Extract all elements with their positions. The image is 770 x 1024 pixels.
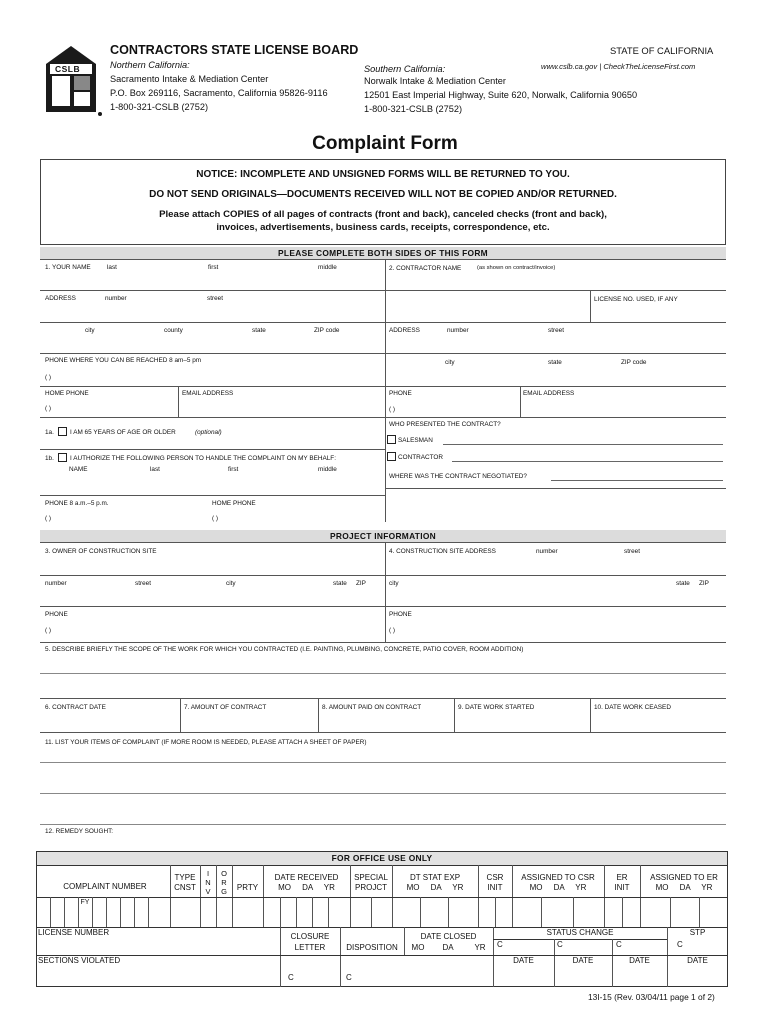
phone-reach-field[interactable] [44, 366, 382, 384]
rule [40, 449, 385, 450]
contract-date-label: 6. CONTRACT DATE [45, 704, 106, 711]
sub-label-number: number [105, 295, 127, 302]
cnst-header: CNST [174, 883, 196, 892]
rule [178, 386, 179, 417]
rule [106, 897, 107, 927]
rule [340, 927, 341, 987]
rule [40, 732, 726, 733]
rule [371, 897, 372, 927]
contractor-name-note: (as shown on contract/invoice) [477, 265, 556, 271]
north-line-3: 1-800-321-CSLB (2752) [110, 102, 209, 112]
salesman-label: SALESMAN [398, 437, 433, 444]
remedy-label: 12. REMEDY SOUGHT: [45, 828, 114, 835]
rule [40, 698, 726, 699]
rule [385, 290, 726, 291]
sub-label-first: first [208, 264, 219, 271]
rule [541, 897, 542, 927]
office-use-table [36, 851, 728, 987]
notice-line-2: DO NOT SEND ORIGINALS—DOCUMENTS RECEIVED WILL NOT BE COPIED AND/OR RETURNED. [149, 189, 617, 200]
phone-reach-label: PHONE WHERE YOU CAN BE REACHED 8 am–5 pm [45, 357, 202, 364]
disposition-c: C [346, 973, 352, 982]
contractor-address-label: ADDRESS [389, 327, 420, 334]
state-of-california: STATE OF CALIFORNIA [610, 45, 714, 56]
rule [590, 698, 591, 732]
contractor-sub-zip: ZIP code [621, 359, 647, 366]
site-sub-zip: ZIP [699, 580, 709, 587]
q1a-text: I AM 65 YEARS OF AGE OR OLDER [70, 429, 176, 436]
rule [40, 322, 385, 323]
letter-header: LETTER [294, 943, 326, 952]
rule [40, 417, 385, 418]
cslb-logo-icon [40, 42, 102, 118]
notice-box [40, 159, 726, 245]
rule [40, 642, 726, 643]
remedy-field[interactable] [130, 826, 724, 840]
notice-line-4: invoices, advertisements, business cards, receipts, correspondence, etc. [216, 222, 550, 233]
inv-header: I N V [205, 869, 211, 896]
authorized-name-field[interactable] [44, 474, 382, 493]
owner-phone-label: PHONE [45, 611, 68, 618]
q1a-optional: (optional) [195, 429, 222, 436]
status-c-1: C [497, 940, 503, 949]
dt-stat-exp-header: DT STAT EXP [409, 873, 461, 882]
csr-header: CSR [486, 873, 504, 882]
rule [385, 417, 726, 418]
rule [64, 897, 65, 927]
site-phone-label: PHONE [389, 611, 412, 618]
rule [699, 897, 700, 927]
assigned-csr-header: ASSIGNED TO CSR [521, 873, 595, 882]
notice-line-3: Please attach COPIES of all pages of contracts (front and back), canceled checks (front and back), [159, 209, 607, 220]
rule [385, 386, 726, 387]
sub-label-name: NAME [69, 466, 88, 473]
rule [40, 575, 726, 576]
date-received-mdy: MO DA YR [278, 883, 335, 892]
agency-name: CONTRACTORS STATE LICENSE BOARD [110, 43, 359, 57]
owner-field[interactable] [44, 556, 382, 573]
where-negotiated-label: WHERE WAS THE CONTRACT NEGOTIATED? [389, 473, 527, 480]
items-label: 11. LIST YOUR ITEMS OF COMPLAINT (IF MORE ROOM IS NEEDED, PLEASE ATTACH A SHEET OF PAPER) [45, 739, 367, 746]
date-closed-yr: YR [474, 943, 486, 952]
rule [385, 488, 726, 489]
rule [92, 897, 93, 927]
address-street-field[interactable] [44, 302, 382, 320]
q1b-text: I AUTHORIZE THE FOLLOWING PERSON TO HANDLE THE COMPLAINT ON MY BEHALF: [70, 455, 336, 462]
rule [232, 865, 233, 927]
amount-field[interactable] [183, 713, 316, 730]
email-label: EMAIL ADDRESS [182, 390, 234, 397]
status-c-3: C [616, 940, 622, 949]
who-presented-label: WHO PRESENTED THE CONTRACT? [389, 421, 501, 428]
site-sub-state: state [676, 580, 690, 587]
phone-8-5-paren: ( ) [45, 515, 52, 522]
section-bar-both-sides: PLEASE COMPLETE BOTH SIDES OF THIS FORM [40, 247, 726, 259]
website-link[interactable]: www.cslb.ca.gov | CheckTheLicenseFirst.com [541, 62, 696, 71]
rule [134, 897, 135, 927]
rule [448, 897, 449, 927]
salesman-line[interactable] [443, 444, 723, 445]
site-sub-city: city [389, 580, 399, 587]
owner-label: 3. OWNER OF CONSTRUCTION SITE [45, 548, 157, 555]
rule [590, 290, 591, 322]
contractor-city-field[interactable] [389, 366, 723, 384]
north-line-1: Sacramento Intake & Mediation Center [110, 74, 269, 84]
section-bar-office: FOR OFFICE USE ONLY [37, 852, 727, 865]
items-field[interactable] [44, 748, 724, 822]
site-address-label: 4. CONSTRUCTION SITE ADDRESS [389, 548, 496, 555]
stp-header: STP [689, 928, 706, 937]
your-name-label: 1. YOUR NAME [45, 264, 91, 271]
south-line-1: Norwalk Intake & Mediation Center [364, 76, 506, 86]
special-header: SPECIAL [354, 873, 388, 882]
rule [385, 353, 726, 354]
status-c-2: C [557, 940, 563, 949]
cslb-logo [40, 42, 102, 118]
rule [318, 698, 319, 732]
rule [40, 606, 726, 607]
home-phone-label: HOME PHONE [45, 390, 89, 397]
er-init-header: INIT [614, 883, 630, 892]
stp-date: DATE [687, 956, 708, 965]
owner-address-field[interactable] [44, 587, 382, 604]
rule [420, 897, 421, 927]
describe-field[interactable] [44, 656, 724, 696]
rule [40, 495, 385, 496]
sub-label-street: street [207, 295, 223, 302]
rule [40, 259, 726, 260]
sub-label-state: state [252, 327, 266, 334]
contractor-sub-number: number [447, 327, 469, 334]
your-name-field[interactable] [44, 270, 382, 288]
ceased-label: 10. DATE WORK CEASED [594, 704, 671, 711]
rule [573, 897, 574, 927]
contract-date-field[interactable] [44, 713, 178, 730]
age-65-checkbox[interactable] [58, 427, 67, 436]
projct-header: PROJCT [355, 883, 387, 892]
logo-text: CSLB [55, 64, 81, 74]
home-phone-field[interactable] [44, 398, 176, 415]
phone-paren: ( ) [45, 374, 52, 381]
site-address-field[interactable] [389, 556, 723, 573]
type-header: TYPE [174, 873, 196, 882]
rule [148, 897, 149, 927]
contractor-label: CONTRACTOR [398, 454, 443, 461]
contractor-phone-label: PHONE [389, 390, 412, 397]
site-phone-paren: ( ) [389, 627, 396, 634]
site-phone-field[interactable] [389, 619, 723, 640]
north-label: Northern California: [110, 60, 190, 70]
email-field[interactable] [181, 398, 382, 415]
salesman-checkbox[interactable] [387, 435, 396, 444]
contractor-name-label: 2. CONTRACTOR NAME [389, 265, 462, 272]
site-sub-street: street [624, 548, 640, 555]
rule [622, 897, 623, 927]
where-negotiated-line[interactable] [551, 480, 723, 481]
rule [296, 897, 297, 927]
q1a-prefix: 1a. [45, 429, 54, 436]
rule [40, 290, 385, 291]
license-number-label: LICENSE NUMBER [38, 928, 110, 937]
sub-label-first-2: first [228, 466, 239, 473]
contractor-name-field[interactable] [389, 272, 723, 288]
south-line-2: 12501 East Imperial Highway, Suite 620, Norwalk, California 90650 [364, 90, 638, 100]
er-header: ER [616, 873, 628, 882]
fy-header: FY [80, 899, 90, 906]
amount-label: 7. AMOUNT OF CONTRACT [184, 704, 267, 711]
contractor-phone-paren: ( ) [389, 406, 396, 413]
rule [180, 698, 181, 732]
ceased-field[interactable] [593, 713, 723, 730]
sub-label-middle-2: middle [318, 466, 337, 473]
contractor-sub-city: city [445, 359, 455, 366]
south-line-3: 1-800-321-CSLB (2752) [364, 104, 463, 114]
rule [495, 897, 496, 927]
rule [670, 897, 671, 927]
sub-label-last-2: last [150, 466, 160, 473]
paid-label: 8. AMOUNT PAID ON CONTRACT [322, 704, 422, 711]
owner-sub-state: state [333, 580, 347, 587]
owner-sub-zip: ZIP [356, 580, 366, 587]
sub-label-city: city [85, 327, 95, 334]
home-phone-paren: ( ) [45, 405, 52, 412]
rule [312, 897, 313, 927]
rule [280, 897, 281, 927]
authorized-home-phone-field[interactable] [210, 508, 382, 522]
owner-sub-number: number [45, 580, 67, 587]
home-phone-2-paren: ( ) [212, 515, 219, 522]
sub-label-zip: ZIP code [314, 327, 340, 334]
owner-phone-field[interactable] [44, 619, 382, 640]
date-received-header: DATE RECEIVED [274, 873, 339, 882]
contractor-email-field[interactable] [523, 398, 723, 415]
contractor-phone-field[interactable] [389, 398, 517, 415]
address-city-field[interactable] [44, 334, 382, 351]
notice-line-1: NOTICE: INCOMPLETE AND UNSIGNED FORMS WILL BE RETURNED TO YOU. [196, 169, 570, 180]
contractor-extra-field[interactable] [389, 293, 587, 320]
sub-label-county: county [164, 327, 183, 334]
status-date-2: DATE [572, 956, 594, 965]
rule [40, 386, 385, 387]
license-field[interactable] [593, 304, 723, 320]
date-closed-da: DA [442, 943, 454, 952]
complaint-number-header: COMPLAINT NUMBER [63, 882, 147, 891]
sub-label-last: last [107, 264, 117, 271]
rule [36, 865, 728, 866]
form-footer: 13I-15 (Rev. 03/04/11 page 1 of 2) [588, 992, 715, 1002]
assigned-er-mdy: MO DA YR [655, 883, 713, 892]
dt-stat-exp-mdy: MO DA YR [406, 883, 464, 892]
closure-c: C [288, 973, 294, 982]
rule [520, 386, 521, 417]
rule [50, 897, 51, 927]
date-closed-header: DATE CLOSED [420, 932, 477, 941]
prty-header: PRTY [236, 883, 259, 892]
rule [385, 322, 726, 323]
sub-label-middle: middle [318, 264, 337, 271]
page-title: Complaint Form [312, 133, 458, 154]
owner-sub-street: street [135, 580, 151, 587]
started-field[interactable] [457, 713, 588, 730]
site-sub-number: number [536, 548, 558, 555]
status-date-3: DATE [629, 956, 650, 965]
contractor-sub-street: street [548, 327, 564, 334]
owner-sub-city: city [226, 580, 236, 587]
owner-phone-paren: ( ) [45, 627, 52, 634]
north-line-2: P.O. Box 269116, Sacramento, California 95826-9116 [110, 88, 328, 98]
rule [328, 897, 329, 927]
describe-label: 5. DESCRIBE BRIEFLY THE SCOPE OF THE WORK FOR WHICH YOU CONTRACTED (I.E. PAINTING, PLUMBING, CONCRETE, PATIO COVER, ROOM ADDITION) [45, 646, 524, 653]
closure-header: CLOSURE [290, 932, 330, 941]
status-change-header: STATUS CHANGE [546, 928, 614, 937]
rule [454, 698, 455, 732]
address-label: ADDRESS [45, 295, 76, 302]
contractor-email-label: EMAIL ADDRESS [523, 390, 575, 397]
started-label: 9. DATE WORK STARTED [458, 704, 535, 711]
rule [493, 939, 667, 940]
stp-c: C [677, 940, 683, 949]
assigned-er-header: ASSIGNED TO ER [650, 873, 718, 882]
org-header: O R G [221, 869, 227, 896]
paid-field[interactable] [321, 713, 452, 730]
contractor-checkbox[interactable] [387, 452, 396, 461]
contractor-sub-state: state [548, 359, 562, 366]
rule [36, 897, 728, 898]
rule [40, 353, 385, 354]
authorized-phone-field[interactable] [44, 508, 204, 522]
contractor-address-field[interactable] [389, 334, 723, 351]
column-divider [385, 259, 386, 522]
rule [120, 897, 121, 927]
license-label: LICENSE NO. USED, IF ANY [594, 296, 678, 303]
south-label: Southern California: [364, 64, 446, 74]
section-bar-project: PROJECT INFORMATION [40, 530, 726, 542]
date-closed-mo: MO [411, 943, 425, 952]
sections-violated-label: SECTIONS VIOLATED [38, 956, 121, 965]
rule [40, 542, 726, 543]
rule [385, 542, 386, 642]
rule [40, 824, 726, 825]
home-phone-label-2: HOME PHONE [212, 500, 256, 507]
site-city-field[interactable] [389, 587, 723, 604]
disposition-header: DISPOSITION [346, 943, 398, 952]
status-date-1: DATE [513, 956, 534, 965]
csr-init-header: INIT [487, 883, 503, 892]
phone-8-5-label: PHONE 8 a.m.–5 p.m. [45, 500, 109, 507]
contractor-line[interactable] [452, 461, 723, 462]
q1b-prefix: 1b. [45, 455, 54, 462]
authorize-checkbox[interactable] [58, 453, 67, 462]
assigned-csr-mdy: MO DA YR [529, 883, 587, 892]
